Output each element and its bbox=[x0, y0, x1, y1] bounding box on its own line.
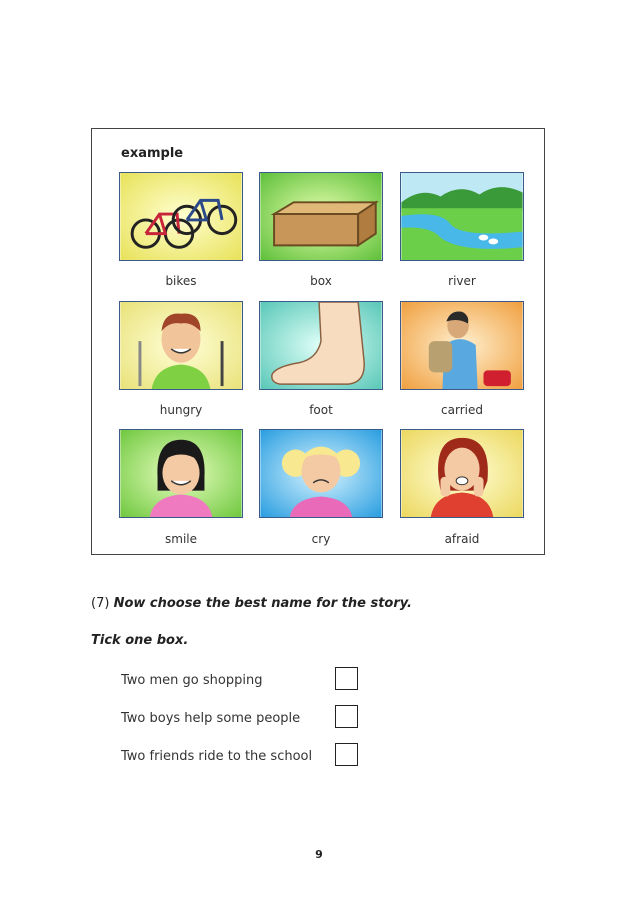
instruction: Tick one box. bbox=[91, 633, 189, 648]
caption-carried: carried bbox=[441, 403, 483, 417]
caption-cry: cry bbox=[311, 532, 331, 546]
question-number: (7) bbox=[91, 596, 110, 611]
question-text: Now choose the best name for the story. bbox=[113, 596, 412, 611]
boy-carrying-picture bbox=[400, 301, 524, 390]
option-label: Two friends ride to the school bbox=[121, 749, 313, 764]
caption-smile: smile bbox=[165, 532, 197, 546]
foot-picture bbox=[259, 301, 383, 390]
caption-hungry: hungry bbox=[159, 403, 203, 417]
tick-box[interactable] bbox=[335, 743, 358, 766]
example-label: example bbox=[121, 146, 184, 161]
page-number: 9 bbox=[315, 848, 323, 861]
caption-afraid: afraid bbox=[444, 532, 480, 546]
hungry-boy-picture bbox=[119, 301, 243, 390]
afraid-girl-picture bbox=[400, 429, 524, 518]
tick-box[interactable] bbox=[335, 705, 358, 728]
box-picture bbox=[259, 172, 383, 261]
bikes-picture bbox=[119, 172, 243, 261]
caption-bikes: bikes bbox=[165, 274, 197, 288]
river-picture bbox=[400, 172, 524, 261]
caption-box: box bbox=[310, 274, 332, 288]
option-label: Two men go shopping bbox=[121, 673, 263, 688]
tick-box[interactable] bbox=[335, 667, 358, 690]
crying-girl-picture bbox=[259, 429, 383, 518]
question bbox=[91, 596, 412, 611]
option-label: Two boys help some people bbox=[121, 711, 301, 726]
caption-foot: foot bbox=[309, 403, 333, 417]
smiling-girl-picture bbox=[119, 429, 243, 518]
caption-river: river bbox=[448, 274, 476, 288]
